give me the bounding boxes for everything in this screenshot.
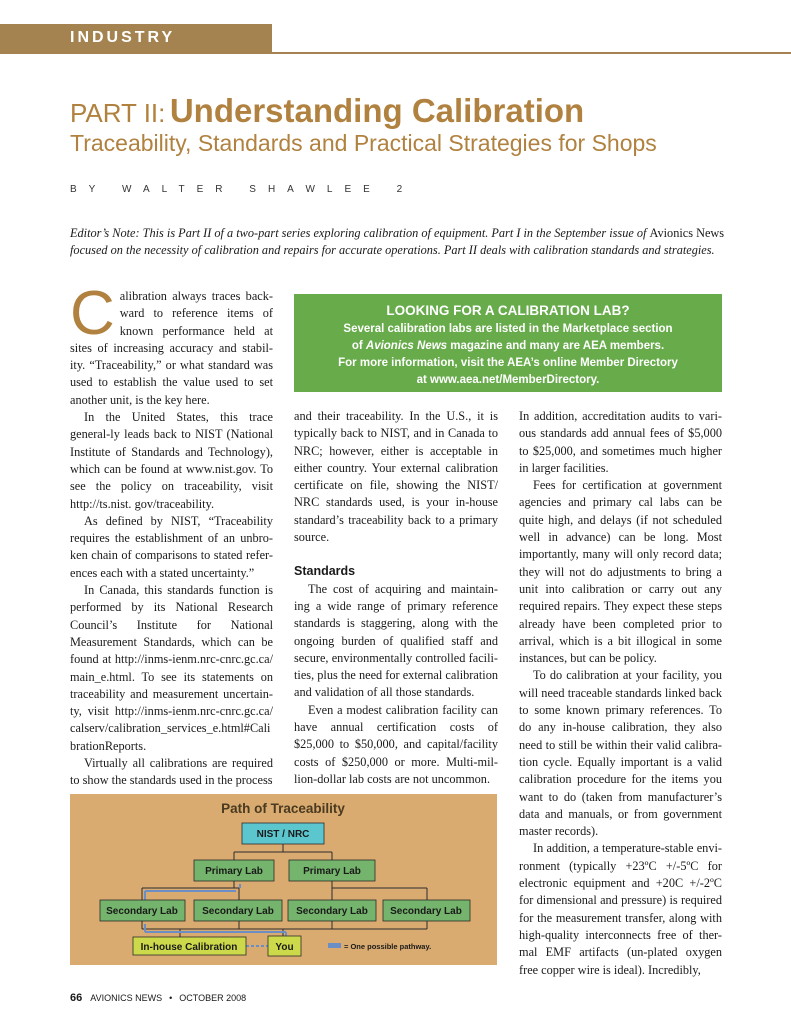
secondary-lab-label: Secondary Lab (106, 906, 178, 917)
section-rule (272, 52, 791, 54)
you-label: You (275, 942, 294, 953)
footer-separator: • (169, 993, 173, 1003)
section-label: INDUSTRY (70, 29, 176, 46)
diagram-title: Path of Traceability (221, 801, 345, 816)
column-1 (70, 279, 273, 790)
inhouse-label: In-house Calibration (140, 942, 238, 953)
legend-label: = One possible pathway. (344, 942, 432, 951)
body-paragraph: The cost of acquiring and maintain-ing a wide range of primary reference standards is staggering, along with the ongoing burden of qualified staff and secure, environmentally controlled facili-ties, plus the need for external calibration and validation of all those standards. (294, 581, 498, 700)
callout-line: Several calibration labs are listed in the Marketplace section (343, 323, 673, 335)
legend-swatch (328, 943, 341, 948)
body-paragraph: Fees for certification at government agencies and primary cal labs can be quite high, and delays (if not scheduled well in advance) can be long. Most importantly, many will only record data; they will not do adjustments to bring a unit into calibration or carry out any required repairs. They expect these steps already have been completed prior to arrival, which is a bit illogical in some instances, but can be policy. (519, 478, 722, 666)
body-paragraph: To do calibration at your facility, you will need traceable standards linked back to some known primary references. To do any in-house calibration, they also need to still be within their valid calibra-tion cycle. Equally important is a valid calibration procedure for the items you want to do (taken from manufacturer’s data and manuals, or from government master records). (519, 668, 722, 839)
nist-label: NIST / NRC (256, 829, 310, 840)
page-footer (70, 992, 246, 1004)
editors-note-publication: Avionics News (649, 226, 725, 240)
editors-note-text-end: focused on the necessity of calibration and repairs for accurate operations. Part II deals with calibration standards and strategies. (70, 243, 715, 257)
column-2 (294, 408, 498, 788)
article-title (70, 92, 584, 130)
editors-note (70, 225, 725, 259)
body-paragraph: Virtually all calibrations are required to show the standards used in the process (70, 756, 273, 788)
footer-publication: AVIONICS NEWS (90, 993, 163, 1003)
callout-body (294, 321, 722, 389)
page-number: 66 (70, 992, 83, 1004)
body-paragraph: and their traceability. In the U.S., it is typically back to NIST, and in Canada to NRC; however, either is acceptable in either country. Your external calibration certificate on file, showing the NIST/ NRC standards used, is your in-house standard’s traceability back to a primary source. (294, 409, 498, 545)
primary-lab-label: Primary Lab (303, 866, 361, 877)
primary-lab-label: Primary Lab (205, 866, 263, 877)
article-subtitle: Traceability, Standards and Practical Strategies for Shops (70, 130, 657, 156)
callout-line (302, 338, 714, 355)
subhead-standards: Standards (294, 564, 356, 579)
secondary-lab-label: Secondary Lab (296, 906, 368, 917)
title-part: PART II: (70, 98, 166, 128)
footer-month: OCTOBER (179, 993, 224, 1003)
secondary-lab-label: Secondary Lab (202, 906, 274, 917)
section-banner (0, 24, 272, 54)
body-paragraph: As defined by NIST, “Traceability requires the establishment of an unbro-ken chain of comparisons to stated refer-ences each with a stated uncertainty.” (70, 513, 273, 580)
body-paragraph: In addition, a temperature-stable envi-ronment (typically +23ºC +/-5ºC for electronic equipment and +20C +/-2ºC for dimensional and pressure) is required for the measurement transfer, along with high-quality interconnects free of ther-mal EMF artifacts (un-plated oxygen free copper wire is ideal). Incredibly, (519, 841, 722, 977)
body-paragraph: In addition, accreditation audits to vari-ous standards add annual fees of $5,000 to $25,000, and sometimes much higher in larger facilities. (519, 409, 722, 475)
callout-text: magazine and many are AEA members. (447, 340, 665, 352)
editors-note-text: Editor’s Note: This is Part II of a two-part series exploring calibration of equipment. Part I in the September issue of (70, 226, 650, 240)
footer-year: 2008 (226, 993, 247, 1003)
body-paragraph: In the United States, this trace general-ly leads back to NIST (National Institute of Standards and Technology), which can be found at www.nist.gov. To see the policy on traceability, visit http://ts.nist. gov/traceability. (70, 410, 273, 511)
title-main: Understanding Calibration (169, 92, 585, 129)
callout-text: of (351, 340, 366, 352)
body-paragraph (70, 279, 273, 409)
callout-line: For more information, visit the AEA’s online Member Directory (338, 357, 678, 369)
body-paragraph: In Canada, this standards function is performed by its National Research Council’s Institute for National Measurement Standards, which can be found at http://inms-ienm.nrc-cnrc.gc.ca/ main_e.html. To see its statements on traceability and measurement uncertain-ty, visit http://inms-ienm.nrc-cnrc.gc.ca/ calserv/calibration_services_e.html#Cali brationReports. (70, 583, 273, 753)
callout-heading: LOOKING FOR A CALIBRATION LAB? (386, 303, 630, 318)
byline: BY WALTER SHAWLEE 2 (70, 184, 415, 195)
drop-cap: C (70, 279, 115, 348)
callout-link[interactable]: at www.aea.net/MemberDirectory. (416, 374, 600, 386)
traceability-diagram-svg (70, 794, 497, 965)
traceability-diagram (70, 794, 497, 965)
callout-box (294, 294, 722, 392)
secondary-lab-label: Secondary Lab (390, 906, 462, 917)
paragraph-text: alibration always traces back-ward to reference items of known performance held at sites of increasing accuracy and stabil-ity. “Traceability,” or what standard was used to establish the value used to set another unit, is the key here. (70, 289, 273, 407)
body-paragraph: Even a modest calibration facility can have annual certification costs of $25,000 to $50,000, and capital/facility costs of $250,000 or more. Multi-mil-lion-dollar lab costs are not uncommon. (294, 702, 498, 786)
callout-publication: Avionics News (365, 340, 448, 352)
column-3 (519, 408, 722, 979)
